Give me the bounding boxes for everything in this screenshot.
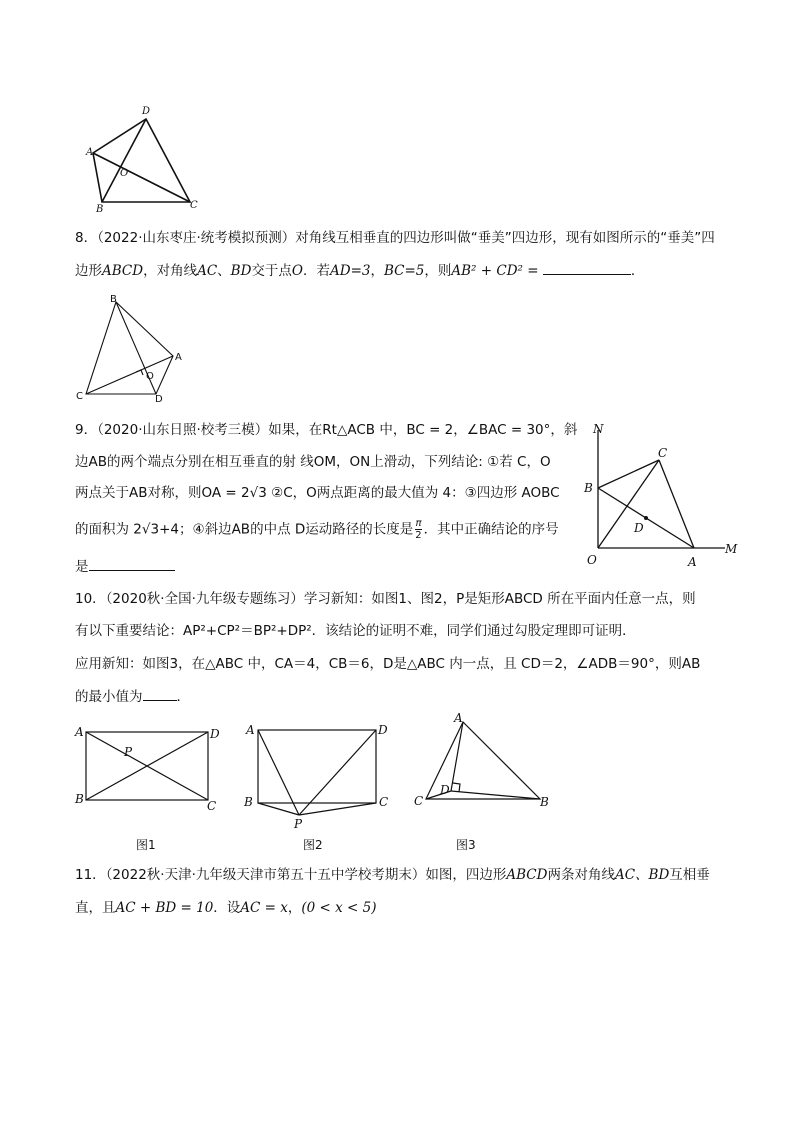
figure-2-rectangle [240,718,400,833]
label-a: A [75,725,84,739]
answer-blank[interactable] [543,260,631,275]
q10-text: 学习新知：如图1、图2，P是矩形ABCD 所在平面内任意一点，则 [303,591,696,607]
text: ， [370,263,384,279]
label-c: C [379,795,389,809]
label-c: C [658,446,668,460]
q9-line-3: 两点关于AB对称，则OA = 2√3 ②C，O两点距离的最大值为 4：③四边形 AOBC [75,485,560,501]
q8-line-1 [75,229,715,247]
q11-line-1 [75,866,710,884]
label-d: D [142,106,151,117]
text: 两条对角线 [547,867,615,883]
question-source: （2020秋·全国·九年级专题练习） [105,591,304,607]
q10-line-3: 应用新知：如图3，在△ABC 中，CA＝4，CB＝6，D是△ABC 内一点，且 CD＝2，∠ADB＝90°，则AB [75,656,701,672]
question-source: （2020·山东日照·校考三模） [97,422,269,438]
label-b: B [244,795,253,809]
label-b: B [584,481,593,495]
answer-blank[interactable] [89,556,175,571]
math: ABCD [102,263,144,279]
math: AC、BD [614,867,670,883]
label-a: A [688,555,697,569]
label-b: B [75,792,84,806]
q9-line-5 [75,556,175,576]
label-c: C [207,799,217,813]
figure-sliding-triangle-q9 [580,420,750,570]
text: ．设 [213,900,241,916]
label-o: O [587,553,597,567]
math: AB² + CD² = [451,263,539,279]
math: AC = x [240,900,288,916]
label-d: D [378,723,388,737]
label-p: P [124,745,133,759]
label-c: C [76,391,83,402]
q9-line-2: 边AB的两个端点分别在相互垂直的射 线OM，ON上滑动，下列结论: ①若 C，O [75,454,551,470]
text: ，对角线 [143,263,198,279]
q9-line-4 [75,518,559,541]
figure-quadrilateral-q8 [68,293,193,405]
math: BC=5 [383,263,425,279]
caption-fig3: 图3 [456,838,476,852]
figure-1-rectangle [70,718,230,818]
math: ABCD [506,867,548,883]
label-b: B [96,204,104,215]
label-d: D [210,727,220,741]
answer-blank[interactable] [143,686,177,701]
math: AD=3 [330,263,371,279]
q11-line-2 [75,899,377,917]
math: (0 < x < 5) [301,900,377,916]
caption-fig2: 图2 [303,838,323,852]
math: BD [230,263,252,279]
q10-line-4 [75,686,190,706]
fraction-denominator: 2 [415,530,422,541]
question-number: 8． [75,230,98,246]
text: ， [287,900,302,916]
question-number: 10． [75,591,106,607]
fraction [415,518,421,541]
label-o: O [120,168,129,179]
q8-line-2 [75,260,644,280]
label-d: D [634,521,644,535]
label-c: C [414,794,424,808]
text: 是 [75,559,89,575]
midpoint-dot [644,516,648,520]
q8-text: 对角线互相垂直的四边形叫做“垂美”四边形，现有如图所示的“垂美”四 [295,230,715,246]
text: ． [176,689,190,705]
text: ．其中正确结论的序号 [423,521,559,538]
q10-line-2: 有以下重要结论：AP²+CP²＝BP²+DP²．该结论的证明不难，同学们通过勾股定理即可证明． [75,623,636,639]
math: AC [197,263,218,279]
text: 的最小值为 [75,689,143,705]
label-c: C [190,200,198,211]
question-source: （2022秋·天津·九年级天津市第五十五中学校考期末） [105,867,426,883]
text: 的面积为 2√3+4；④斜边AB的中点 D运动路径的长度是 [75,521,414,538]
label-b: B [540,795,549,809]
text: ． [630,263,645,279]
label-m: M [725,542,738,556]
text: 、 [217,263,231,279]
text: 边形 [75,263,102,279]
label-a: A [86,147,94,158]
question-source: （2022·山东枣庄·统考模拟预测） [97,230,296,246]
label-d: D [155,394,163,405]
label-d: D [440,783,450,797]
question-number: 11． [75,867,106,883]
math: AC + BD = 10 [115,900,214,916]
label-a: A [175,352,182,363]
question-number: 9． [75,422,98,438]
text: 直，且 [75,900,116,916]
q9-line-1 [75,421,577,439]
figure-3-triangle [408,708,558,813]
text: ，则 [424,263,452,279]
figure-quadrilateral-q7 [80,100,205,215]
text: 交于点 [251,263,292,279]
label-n: N [593,422,604,436]
q10-line-1 [75,590,696,608]
label-p: P [294,817,303,831]
label-a: A [454,711,463,725]
text: 互相垂 [669,867,710,883]
label-a: A [246,723,255,737]
label-o: O [146,371,154,382]
label-b: B [110,294,117,305]
caption-fig1: 图1 [136,838,156,852]
math: O [291,263,303,279]
q9-text: 如果，在Rt△ACB 中，BC = 2，∠BAC = 30°，斜 [268,422,578,438]
text: ．若 [303,263,330,279]
fraction-numerator: π [415,518,422,529]
text: 如图，四边形 [425,867,507,883]
